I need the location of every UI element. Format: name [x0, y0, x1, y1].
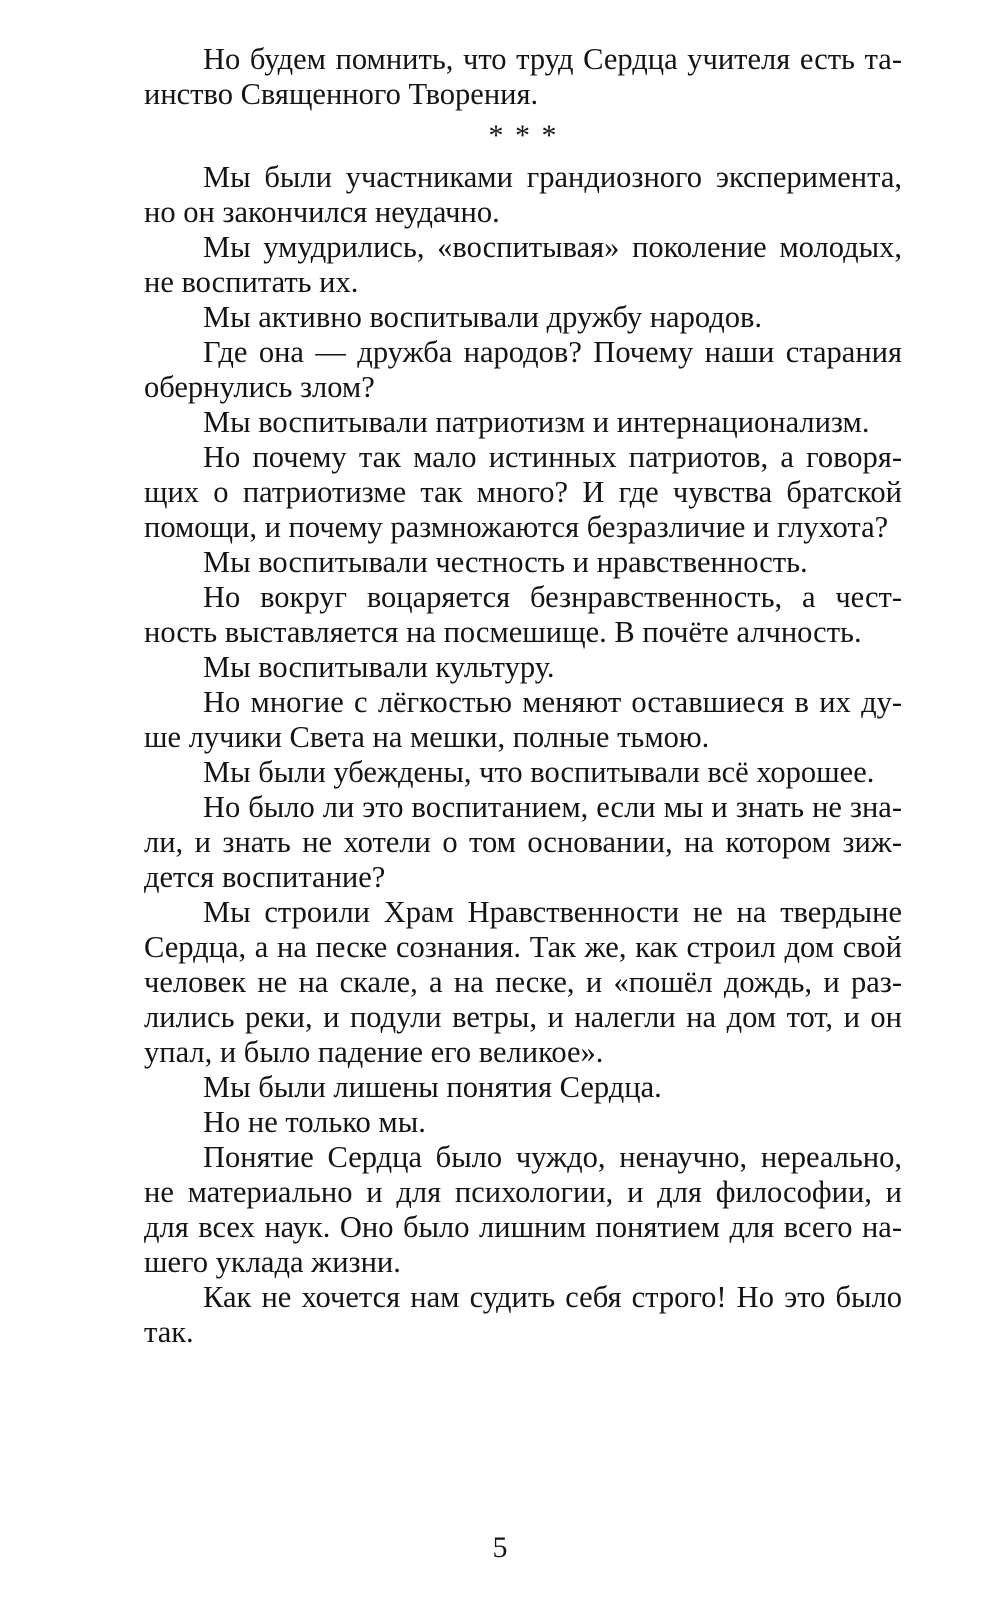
- section-separator: * * *: [488, 119, 559, 152]
- text-line: Но многие с лёгкостью меняют оставшиеся в их ду-: [203, 685, 902, 719]
- text-line: шего уклада жизни.: [144, 1245, 401, 1279]
- paragraph: [85, 755, 902, 790]
- text-line: Мы были участниками грандиозного эксперимента,: [203, 160, 902, 194]
- paragraph: [85, 545, 902, 580]
- paragraph: [85, 790, 902, 895]
- text-line: но он закончился неудачно.: [144, 195, 500, 229]
- page-body: [85, 42, 902, 1350]
- text-line: Понятие Сердца было чуждо, ненаучно, нереально,: [203, 1140, 902, 1174]
- paragraph: [85, 300, 902, 335]
- text-line: Мы были лишены понятия Сердца.: [203, 1070, 662, 1104]
- text-line: Мы воспитывали честность и нравственность.: [203, 545, 808, 579]
- page-number: 5: [492, 1531, 508, 1564]
- paragraph: [85, 580, 902, 650]
- text-line: ше лучики Света на мешки, полные тьмою.: [144, 720, 710, 754]
- text-line: не материально и для психологии, и для философии, и: [144, 1175, 902, 1209]
- text-line: не воспитать их.: [144, 265, 359, 299]
- text-line: помощи, и почему размножаются безразличие и глухота?: [144, 510, 889, 544]
- paragraph: [85, 160, 902, 230]
- paragraph: [85, 1070, 902, 1105]
- text-line: для всех наук. Оно было лишним понятием для всего на-: [144, 1210, 902, 1244]
- text-line: Но почему так мало истинных патриотов, а говоря-: [203, 440, 902, 474]
- paragraph: [85, 42, 902, 112]
- text-line: Мы умудрились, «воспитывая» поколение молодых,: [203, 230, 902, 264]
- text-line: дется воспитание?: [144, 860, 386, 894]
- paragraph: [85, 1140, 902, 1280]
- text-line: ли, и знать не хотели о том основании, на котором зиж-: [144, 825, 902, 859]
- paragraph: [85, 895, 902, 1070]
- text-line: Мы были убеждены, что воспитывали всё хорошее.: [203, 755, 875, 789]
- paragraph: [85, 230, 902, 300]
- paragraph: [85, 650, 902, 685]
- paragraph: [85, 685, 902, 755]
- paragraph: [85, 440, 902, 545]
- text-line: Мы воспитывали культуру.: [203, 650, 555, 684]
- text-line: инство Священного Творения.: [144, 77, 539, 111]
- text-line: Мы строили Храм Нравственности не на твердыне: [203, 895, 902, 929]
- text-line: так.: [144, 1315, 194, 1349]
- text-line: Как не хочется нам судить себя строго! Но это было: [203, 1280, 902, 1314]
- text-line: Но не только мы.: [203, 1105, 426, 1139]
- paragraph: [85, 1280, 902, 1350]
- text-line: Но вокруг воцаряется безнравственность, а чест-: [203, 580, 902, 614]
- text-line: человек не на скале, а на песке, и «пошёл дождь, и раз-: [144, 965, 902, 999]
- paragraph: [85, 405, 902, 440]
- text-line: Мы активно воспитывали дружбу народов.: [203, 300, 763, 334]
- paragraph: [85, 335, 902, 405]
- text-line: Мы воспитывали патриотизм и интернационализм.: [203, 405, 870, 439]
- text-line: Но было ли это воспитанием, если мы и знать не зна-: [203, 790, 902, 824]
- text-line: упал, и было падение его великое».: [144, 1035, 604, 1069]
- text-line: Сердца, а на песке сознания. Так же, как строил дом свой: [144, 930, 902, 964]
- text-line: Где она — дружба народов? Почему наши старания: [203, 335, 902, 369]
- text-line: щих о патриотизме так много? И где чувства братской: [144, 475, 902, 509]
- text-line: лились реки, и подули ветры, и налегли на дом тот, и он: [144, 1000, 902, 1034]
- text-line: Но будем помнить, что труд Сердца учителя есть та-: [203, 42, 902, 76]
- text-line: ность выставляется на посмешище. В почёте алчность.: [144, 615, 862, 649]
- paragraph: [85, 1105, 902, 1140]
- text-line: обернулись злом?: [144, 370, 375, 404]
